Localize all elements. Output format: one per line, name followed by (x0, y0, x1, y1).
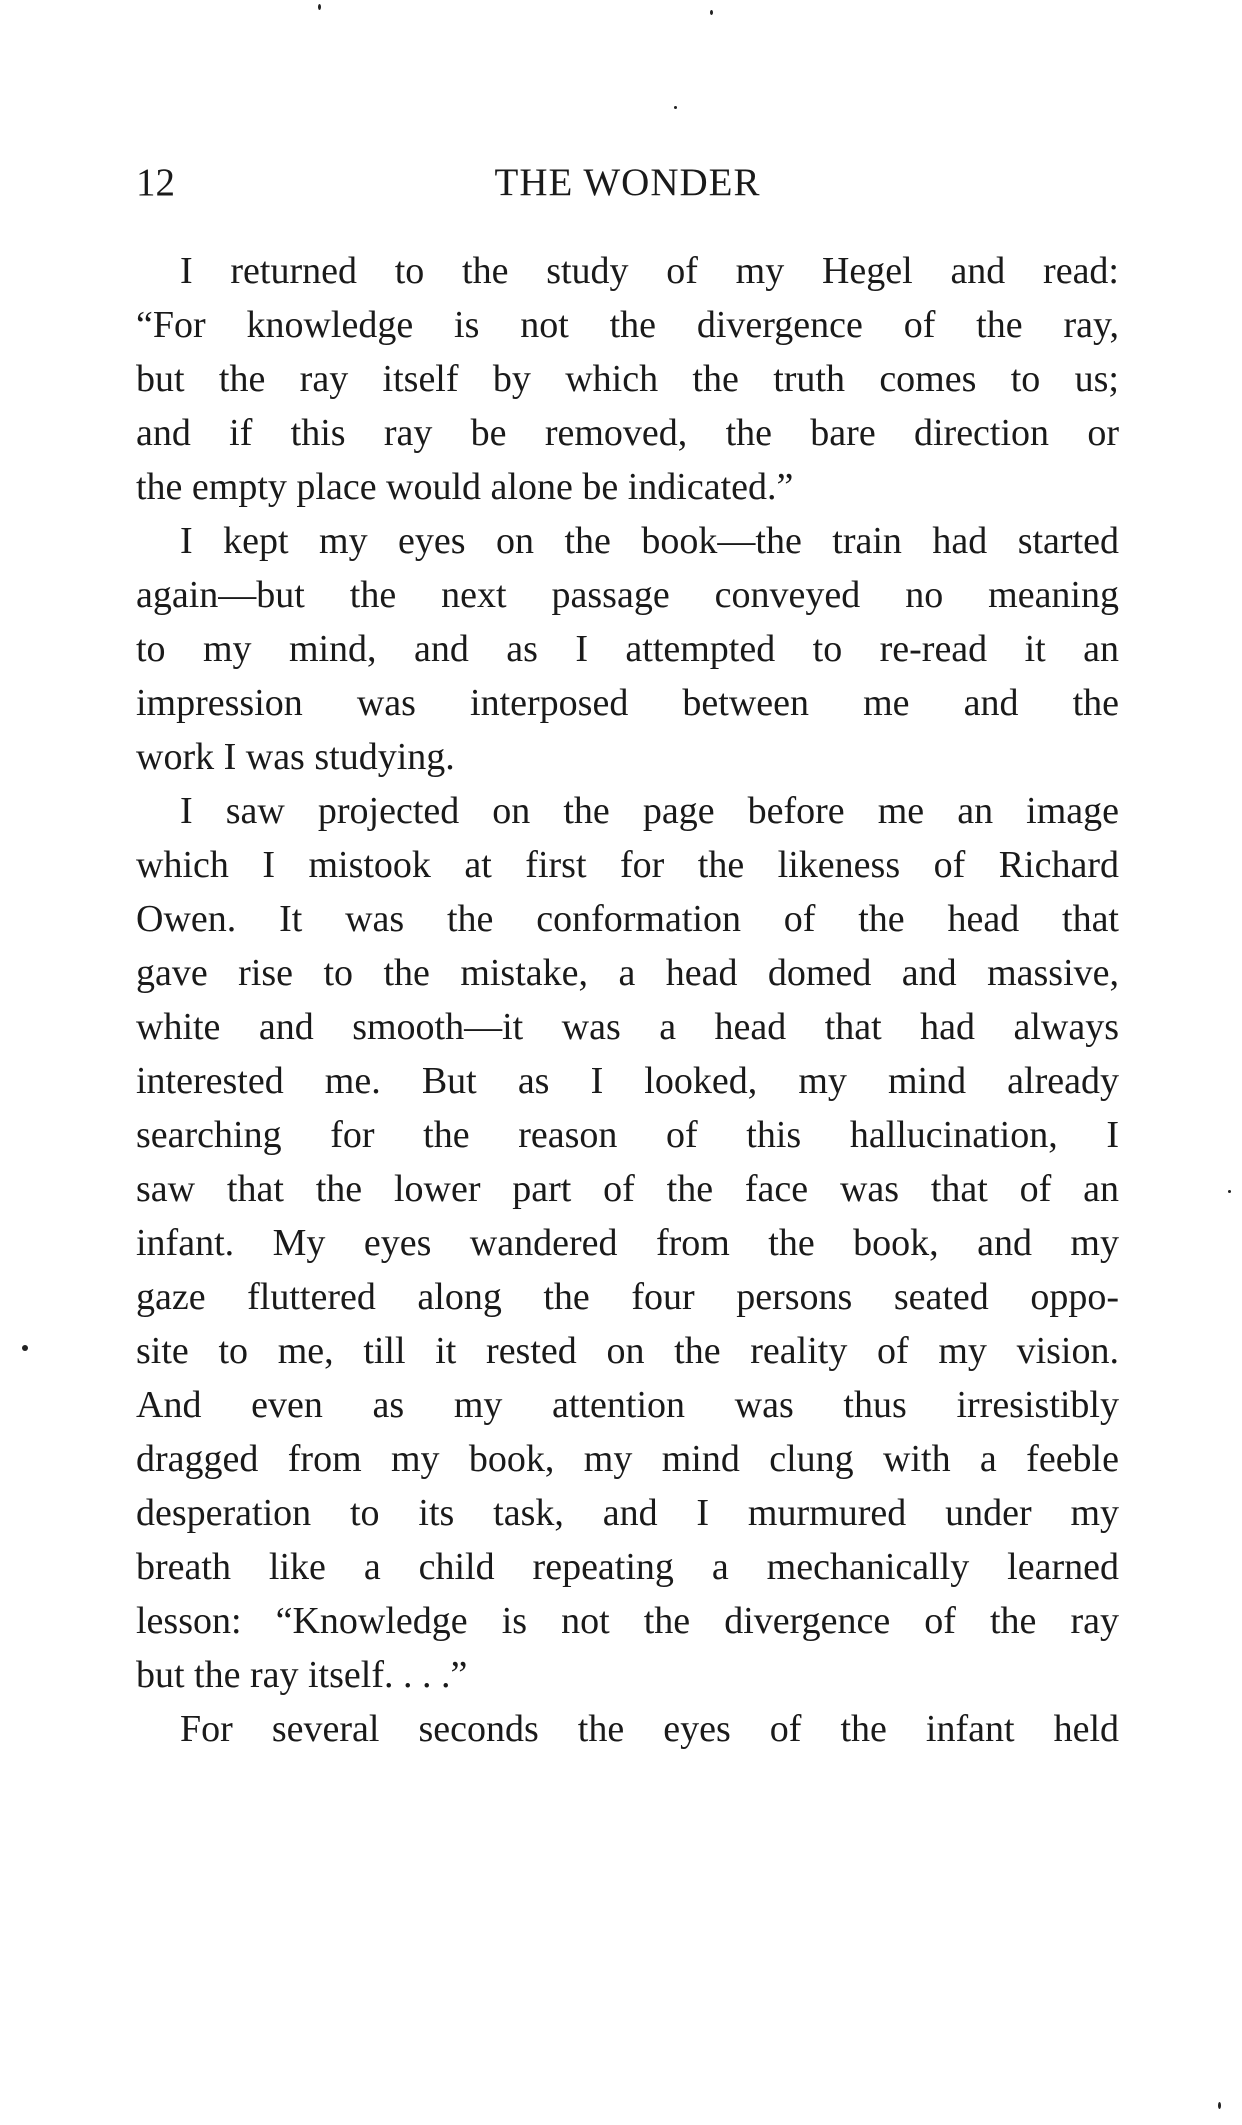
body-text (136, 244, 1119, 1756)
text-line: which I mistook at first for the likeness of Richard (136, 844, 1119, 886)
text-line: interested me. But as I looked, my mind already (136, 1060, 1119, 1102)
text-line: I returned to the study of my Hegel and read: (180, 250, 1119, 292)
scan-speck (1218, 2102, 1221, 2109)
text-line: and if this ray be removed, the bare direction or (136, 412, 1119, 454)
text-line: but the ray itself by which the truth comes to us; (136, 358, 1119, 400)
text-line: to my mind, and as I attempted to re-read it an (136, 628, 1119, 670)
text-line: lesson: “Knowledge is not the divergence of the ray (136, 1600, 1119, 1642)
running-head (136, 158, 1119, 208)
page-number: 12 (136, 161, 175, 204)
text-line: saw that the lower part of the face was that of an (136, 1168, 1119, 1210)
text-line: site to me, till it rested on the reality of my vision. (136, 1330, 1119, 1372)
text-line: again—but the next passage conveyed no meaning (136, 574, 1119, 616)
text-line: impression was interposed between me and the (136, 682, 1119, 724)
text-line: Owen. It was the conformation of the head that (136, 898, 1119, 940)
scan-speck (22, 1345, 28, 1351)
text-line: desperation to its task, and I murmured under my (136, 1492, 1119, 1534)
scan-speck (710, 10, 713, 15)
text-line: but the ray itself. . . .” (136, 1654, 468, 1696)
scan-speck (674, 106, 677, 109)
text-line: breath like a child repeating a mechanically learned (136, 1546, 1119, 1588)
text-line: the empty place would alone be indicated.” (136, 466, 794, 508)
text-line: “For knowledge is not the divergence of the ray, (136, 304, 1119, 346)
text-line: I saw projected on the page before me an image (180, 790, 1119, 832)
text-line: gave rise to the mistake, a head domed and massive, (136, 952, 1119, 994)
text-line: dragged from my book, my mind clung with a feeble (136, 1438, 1119, 1480)
text-line: For several seconds the eyes of the infant held (180, 1708, 1119, 1750)
text-line: I kept my eyes on the book—the train had started (180, 520, 1119, 562)
text-line: And even as my attention was thus irresistibly (136, 1384, 1119, 1426)
running-title: THE WONDER (494, 161, 761, 204)
text-line: white and smooth—it was a head that had always (136, 1006, 1119, 1048)
text-line: infant. My eyes wandered from the book, and my (136, 1222, 1119, 1264)
text-line: work I was studying. (136, 736, 455, 778)
text-line: gaze fluttered along the four persons seated oppo- (136, 1276, 1119, 1318)
scan-speck (318, 4, 321, 10)
scan-speck (1228, 1190, 1231, 1193)
text-line: searching for the reason of this hallucination, I (136, 1114, 1119, 1156)
